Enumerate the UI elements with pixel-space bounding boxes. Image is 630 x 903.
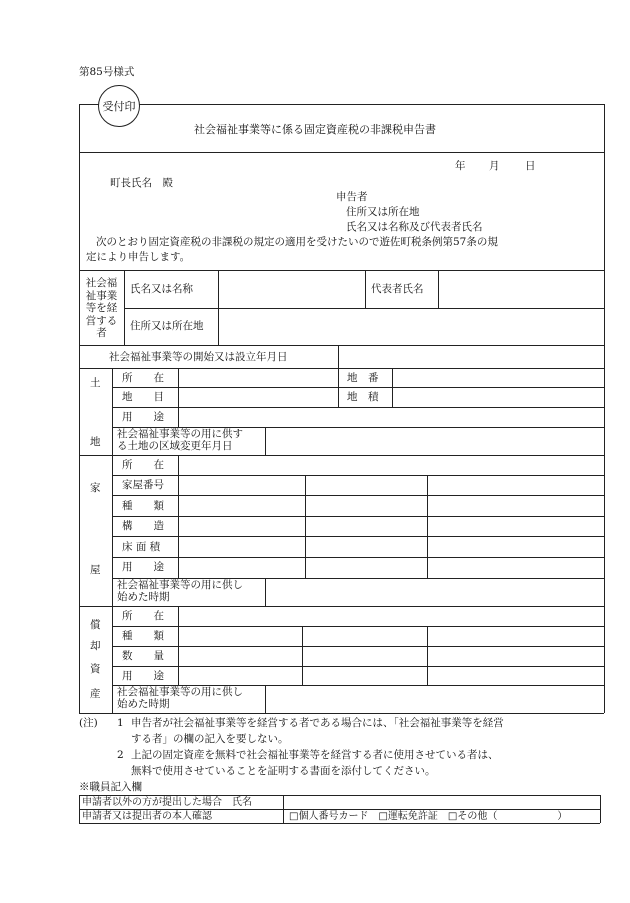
- dep-section-label-4: 産: [90, 688, 101, 700]
- house-location-label: 所 在: [122, 459, 164, 471]
- declarant-label: 申告者: [336, 191, 368, 203]
- staff-row-identity: 申請者又は提出者の本人確認: [82, 811, 212, 822]
- note-2-line-1: 上記の固定資産を無料で社会福祉事業等を経営する者に使用させている者は、: [131, 749, 499, 761]
- house-use-label: 用 途: [122, 561, 164, 573]
- reception-stamp: 受付印: [98, 85, 140, 127]
- intro-line-2: 定により申告します。: [86, 251, 191, 263]
- dep-start-use-2: 始めた時期: [117, 698, 170, 710]
- page-title: 社会福祉事業等に係る固定資産税の非課税申告書: [194, 123, 436, 136]
- date-year: 年: [455, 160, 466, 172]
- note-2-number: 2: [117, 749, 124, 761]
- staff-heading: ※職員記入欄: [79, 781, 142, 793]
- house-section-label-1: 家: [90, 482, 101, 494]
- operator-section-label: 社会福 祉事業 等を経 営する 者: [85, 277, 118, 339]
- house-start-use-2: 始めた時期: [117, 591, 170, 603]
- note-1-line-2: する者」の欄の記入を要しない。: [131, 733, 289, 745]
- land-location-label: 所 在: [122, 372, 164, 384]
- dep-quantity-label: 数 量: [122, 650, 164, 662]
- house-kind-label: 種 類: [122, 500, 164, 512]
- addressee: 町長氏名 殿: [110, 177, 173, 189]
- note-1-number: 1: [117, 717, 124, 729]
- start-date-label: 社会福祉事業等の開始又は設立年月日: [109, 351, 288, 363]
- declarant-address: 住所又は所在地: [346, 206, 420, 218]
- dep-location-label: 所 在: [122, 610, 164, 622]
- house-floor-area-label: 床 面 積: [122, 541, 161, 553]
- land-use-label: 用 途: [122, 411, 164, 423]
- house-no-label: 家屋番号: [122, 479, 164, 491]
- house-section-label-2: 屋: [90, 564, 101, 576]
- notes-label: (注): [79, 717, 98, 729]
- staff-row-proxy-name: 申請者以外の方が提出した場合 氏名: [82, 797, 252, 808]
- date-month: 月: [489, 160, 500, 172]
- dep-use-label: 用 途: [122, 670, 164, 682]
- identity-checkboxes[interactable]: □個人番号カード □運転免許証 □その他（ ）: [289, 811, 568, 822]
- dep-kind-label: 種 類: [122, 630, 164, 642]
- land-change-date-1: 社会福祉事業等の用に供す: [117, 428, 243, 440]
- form-number: 第85号様式: [79, 66, 135, 78]
- land-section-label-1: 土: [90, 377, 101, 389]
- note-2-line-2: 無料で使用させていることを証明する書面を添付してください。: [131, 765, 436, 777]
- date-day: 日: [525, 160, 536, 172]
- house-structure-label: 構 造: [122, 520, 164, 532]
- house-start-use-1: 社会福祉事業等の用に供し: [117, 579, 243, 591]
- dep-start-use-1: 社会福祉事業等の用に供し: [117, 686, 243, 698]
- land-change-date-2: る土地の区域変更年月日: [117, 440, 233, 452]
- intro-line-1: 次のとおり固定資産税の非課税の規定の適用を受けたいので遊佐町税条例第57条の規: [96, 236, 498, 248]
- dep-section-label-3: 資: [90, 663, 101, 675]
- land-category-label: 地 目: [122, 391, 164, 403]
- declarant-name: 氏名又は名称及び代表者氏名: [346, 221, 483, 233]
- dep-section-label-1: 償: [90, 619, 101, 631]
- dep-section-label-2: 却: [90, 640, 101, 652]
- operator-name-label: 氏名又は名称: [130, 283, 193, 295]
- land-lot-label: 地 番: [347, 372, 379, 384]
- operator-address-label: 住所又は所在地: [130, 320, 204, 332]
- land-section-label-2: 地: [90, 436, 101, 448]
- operator-rep-label: 代表者氏名: [371, 283, 424, 295]
- note-1-line-1: 申告者が社会福祉事業等を経営する者である場合には、「社会福祉事業等を経営: [131, 717, 504, 729]
- land-area-label: 地 積: [347, 391, 379, 403]
